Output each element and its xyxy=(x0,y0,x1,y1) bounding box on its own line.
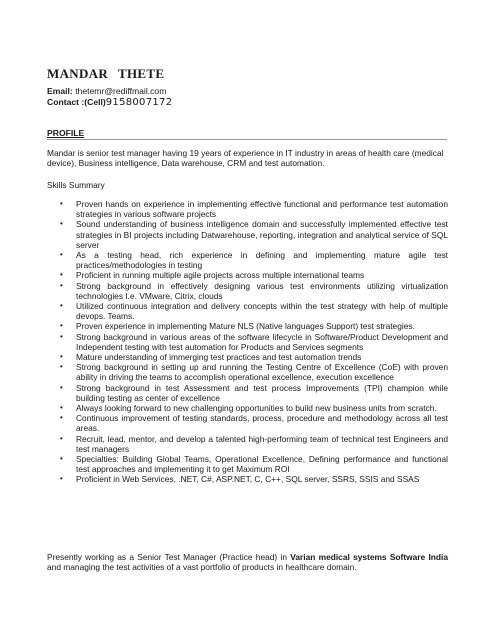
email-label: Email: xyxy=(47,86,73,96)
bullet-icon: • xyxy=(60,352,63,362)
skill-text: Utilized continuous integration and delivery concepts within the test strategy with help of multiple devops. Teams. xyxy=(76,301,448,322)
skills-summary-title: Skills Summary xyxy=(47,180,105,190)
skill-text: Mature understanding of immerging test practices and test automation trends xyxy=(76,352,362,363)
skill-item xyxy=(47,474,448,484)
bullet-icon: • xyxy=(60,219,63,229)
contact-phone: 9158007172 xyxy=(105,97,173,108)
skill-text: Proficient in Web Services, .NET, C#, ASP.NET, C, C++, SQL server, SSRS, SSIS and SSAS xyxy=(76,474,420,485)
skill-text: Continuous improvement of testing standards, process, procedure and methodology across all test areas. xyxy=(76,413,448,434)
skill-text: Recruit, lead, mentor, and develop a talented high-performing team of technical test Engineers and test managers xyxy=(76,433,448,454)
bullet-icon: • xyxy=(60,250,63,260)
bullet-icon: • xyxy=(60,301,63,311)
skill-item xyxy=(47,301,448,321)
skill-text: Strong background in test Assessment and test process Improvements (TPI) champion while building testing as center of excellence xyxy=(76,382,448,403)
profile-summary: Mandar is senior test manager having 19 years of experience in IT industry in areas of health care (medical device), Business intelligence, Data warehouse, CRM and test automation. xyxy=(47,148,444,169)
skill-item xyxy=(47,321,448,331)
bullet-icon: • xyxy=(60,199,63,208)
skill-item xyxy=(47,454,448,474)
profile-heading xyxy=(47,128,447,140)
skill-text: Proven experience in implementing Mature NLS (Native languages Support) test strategies. xyxy=(76,321,415,332)
email-value: thetemr@rediffmail.com xyxy=(75,86,167,96)
contact-separator: : xyxy=(81,97,85,107)
email-line xyxy=(47,86,166,96)
closing-text-before: Presently working as a Senior Test Manager (Practice head) in xyxy=(47,552,291,562)
bullet-icon: • xyxy=(60,413,63,423)
contact-label: Contact xyxy=(47,97,79,107)
skill-text: Strong background in various areas of the software lifecycle in Software/Product Development and Independent testing with test automation for Products and Services segments xyxy=(76,331,448,352)
contact-type: (Cell) xyxy=(84,97,106,107)
bullet-icon: • xyxy=(60,474,63,484)
skill-text: Sound understanding of business intelligence domain and successfully implemented effective test strategies in BI projects including Datwarehouse, reporting, integration and analytical service of SQL server xyxy=(76,219,448,250)
skill-item xyxy=(47,199,448,219)
closing-paragraph xyxy=(47,552,448,572)
skill-item xyxy=(47,403,448,413)
profile-heading-text: PROFILE xyxy=(47,128,85,138)
skills-list xyxy=(47,199,448,485)
name-last: THETE xyxy=(118,66,165,81)
skill-item xyxy=(47,383,448,403)
bullet-icon: • xyxy=(60,270,63,280)
bullet-icon: • xyxy=(60,403,63,413)
skill-text: As a testing head, rich experience in defining and implementing mature agile test practices/methodologies in testing xyxy=(76,250,448,271)
contact-line xyxy=(47,97,172,108)
skill-item xyxy=(47,352,448,362)
bullet-icon: • xyxy=(60,331,63,341)
skill-text: Strong background in effectively designing various test environments utilizing virtualization technologies I.e. VMware, Citrix, clouds xyxy=(76,280,448,301)
skill-text: Always looking forward to new challenging opportunities to build new business units from scratch. xyxy=(76,403,437,414)
skill-item xyxy=(47,270,448,280)
bullet-icon: • xyxy=(60,454,63,464)
skill-text: Proficient in running multiple agile projects across multiple international teams xyxy=(76,270,365,281)
bullet-icon: • xyxy=(60,362,63,372)
name-first: MANDAR xyxy=(47,66,109,81)
bullet-icon: • xyxy=(60,321,63,331)
skill-item xyxy=(47,434,448,454)
closing-text-after: and managing the test activities of a vast portfolio of products in healthcare domain. xyxy=(47,562,357,573)
bullet-icon: • xyxy=(60,433,63,443)
closing-company: Varian medical systems Software India xyxy=(290,552,449,562)
skill-item xyxy=(47,250,448,270)
candidate-name xyxy=(47,66,165,81)
skill-text: Strong background in setting up and running the Testing Centre of Excellence (CoE) with proven ability in driving the teams to accomplish operational excellence, execution excellence xyxy=(76,362,448,383)
skill-text: Proven hands on experience in implementing effective functional and performance test automation strategies in various software projects xyxy=(76,199,448,220)
skill-item xyxy=(47,413,448,433)
bullet-icon: • xyxy=(60,280,63,290)
skill-item xyxy=(47,219,448,250)
skill-item xyxy=(47,281,448,301)
skill-item xyxy=(47,332,448,352)
skill-item xyxy=(47,362,448,382)
skill-text: Specialties: Building Global Teams, Operational Excellence, Defining performance and functional test approaches and implementing it to get Maximum ROI xyxy=(76,454,448,475)
bullet-icon: • xyxy=(60,382,63,392)
